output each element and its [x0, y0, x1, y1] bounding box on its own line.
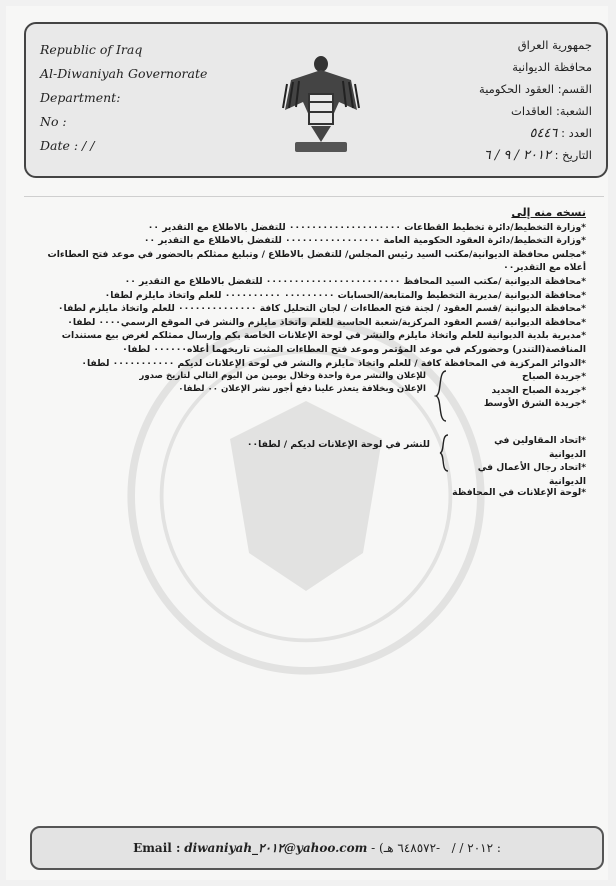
letter-page: [6, 6, 608, 880]
notice-board-line: *لوحة الإعلانات في المحافظة: [452, 487, 586, 499]
number-ar: [372, 122, 592, 144]
governorate-ar: محافظة الديوانية: [512, 60, 592, 74]
newspaper-item: *جريدة الشرق الأوسط: [483, 398, 586, 410]
recipient-line: *محافظة الديوانية /قسم العقود / لجنة فتح العطاءات / لجان التحليل كافة ٠٠٠٠٠٠٠٠٠٠٠٠٠٠ للعلم واتخاذ مايلزم لطفا٠: [57, 303, 586, 315]
department-en: Department:: [40, 90, 121, 105]
number-en: No :: [40, 114, 67, 129]
letter-footer: [30, 826, 604, 870]
recipient-line: *وزارة التخطيط/دائرة العقود الحكومية العامة ٠٠٠٠٠٠٠٠٠٠٠٠٠٠٠٠٠ للتفضل بالاطلاع مع التقدير ٠٠: [143, 235, 586, 247]
recipient-line: *محافظة الديوانية /مكتب السيد المحافظ ٠٠٠٠٠٠٠٠٠٠٠٠٠٠٠٠٠٠٠٠٠٠٠٠ للتفضل بالاطلاع مع التقدير ٠٠: [124, 275, 586, 287]
newspapers-group: [36, 370, 586, 424]
recipient-line: *مديرية بلدية الديوانية للعلم واتخاذ مايلزم والنشر في لوحة الإعلانات الخاصة بكم وإرسال ممثلكم لغرض بيع مستندات المناقصة(التندر) وحضوركم في موعد المؤتمر وموعد فتح العطاءات المثبت تاريخهما أعلاه٠٠٠٠٠٠ لطفا٠: [61, 330, 586, 355]
recipient-line: *وزارة التخطيط/دائرة تخطيط القطاعات ٠٠٠٠٠٠٠٠٠٠٠٠٠٠٠٠٠٠٠٠ للتفضل بالاطلاع مع التقدير ٠٠: [147, 221, 586, 233]
recipient-line: *محافظة الديوانية /قسم العقود المركزية/شعبة الحاسبة للعلم واتخاذ مايلزم والنشر في الموقع الرسمي٠٠٠٠ لطفا٠: [67, 316, 586, 328]
union-list: [456, 434, 586, 488]
newspaper-item: *جريدة الصباح: [522, 371, 586, 383]
number-label: العدد :: [561, 126, 592, 140]
union-item: *اتحاد المقاولين في الديوانية: [494, 435, 586, 460]
newspaper-list: [456, 370, 586, 411]
curly-brace-icon: [438, 434, 450, 472]
phone-label: هـ :: [383, 841, 501, 855]
date-ar: [372, 144, 592, 166]
unions-note: للنشر في لوحة الإعلانات لديكم / لطفا٠٠: [246, 439, 430, 451]
letterhead-arabic: [372, 34, 592, 166]
section-ar: الشعبة: العاقدات: [511, 104, 592, 118]
department-ar: القسم: العقود الحكومية: [479, 82, 592, 96]
date-en: Date : / /: [40, 138, 95, 153]
recipient-line: *محافظة الديوانية /مديرية التخطيط والمتابعة/الحسابات ٠٠٠٠٠٠٠٠٠ ٠٠٠٠٠٠٠٠٠٠ للعلم واتخاذ مايلزم لطفا٠: [104, 289, 586, 301]
country-ar: جمهورية العراق: [517, 38, 592, 52]
date-label: التاريخ :: [554, 148, 592, 162]
header-divider: [24, 196, 604, 197]
phone-number: -٦٤٨٥٧٢: [397, 841, 441, 855]
iraq-eagle-emblem-icon: [281, 50, 361, 160]
curly-brace-icon: [434, 370, 448, 422]
footer-date: - (٢٠١٢ / /: [371, 841, 494, 855]
recipient-line: *الدوائر المركزية في المحافظة كافة / للعلم واتخاذ مايلزم والنشر في لوحة الإعلانات لديكم ٠٠٠٠٠٠٠٠٠٠٠ لطفا٠: [81, 357, 586, 369]
country-en: Republic of Iraq: [40, 42, 143, 57]
union-item: *اتحاد رجال الأعمال في الديوانية: [477, 462, 586, 487]
number-value: ٥٤٤٦: [529, 126, 558, 141]
unions-group: [36, 434, 586, 487]
letter-body: [36, 206, 586, 500]
copy-to-heading: نسخه منه إلى: [511, 206, 586, 219]
letterhead-english: [40, 38, 250, 158]
newspapers-note: للإعلان والنشر مرة واحدة وخلال يومين من اليوم التالي لتاريخ صدور الإعلان وبخلافة يتعذر علينا دفع أجور نشر الإعلان ٠٠ لطفا٠: [139, 371, 426, 394]
governorate-en: Al-Diwaniyah Governorate: [40, 66, 208, 81]
email-address[interactable]: diwaniyah_٢٠١٢@yahoo.com: [184, 841, 368, 855]
email-label: Email :: [133, 841, 181, 855]
recipient-line: *مجلس محافظة الديوانية/مكتب السيد رئيس المجلس/ للتفضل بالاطلاع / وتبليغ ممثلكم بالحضور في موعد فتح العطاءات أعلاه مع التقدير٠٠: [47, 248, 586, 274]
newspaper-item: *جريدة الصباح الجديد: [491, 384, 586, 396]
date-value: ٢٠١٢ / ٩ / ٦: [483, 148, 551, 163]
letterhead: [24, 22, 608, 178]
